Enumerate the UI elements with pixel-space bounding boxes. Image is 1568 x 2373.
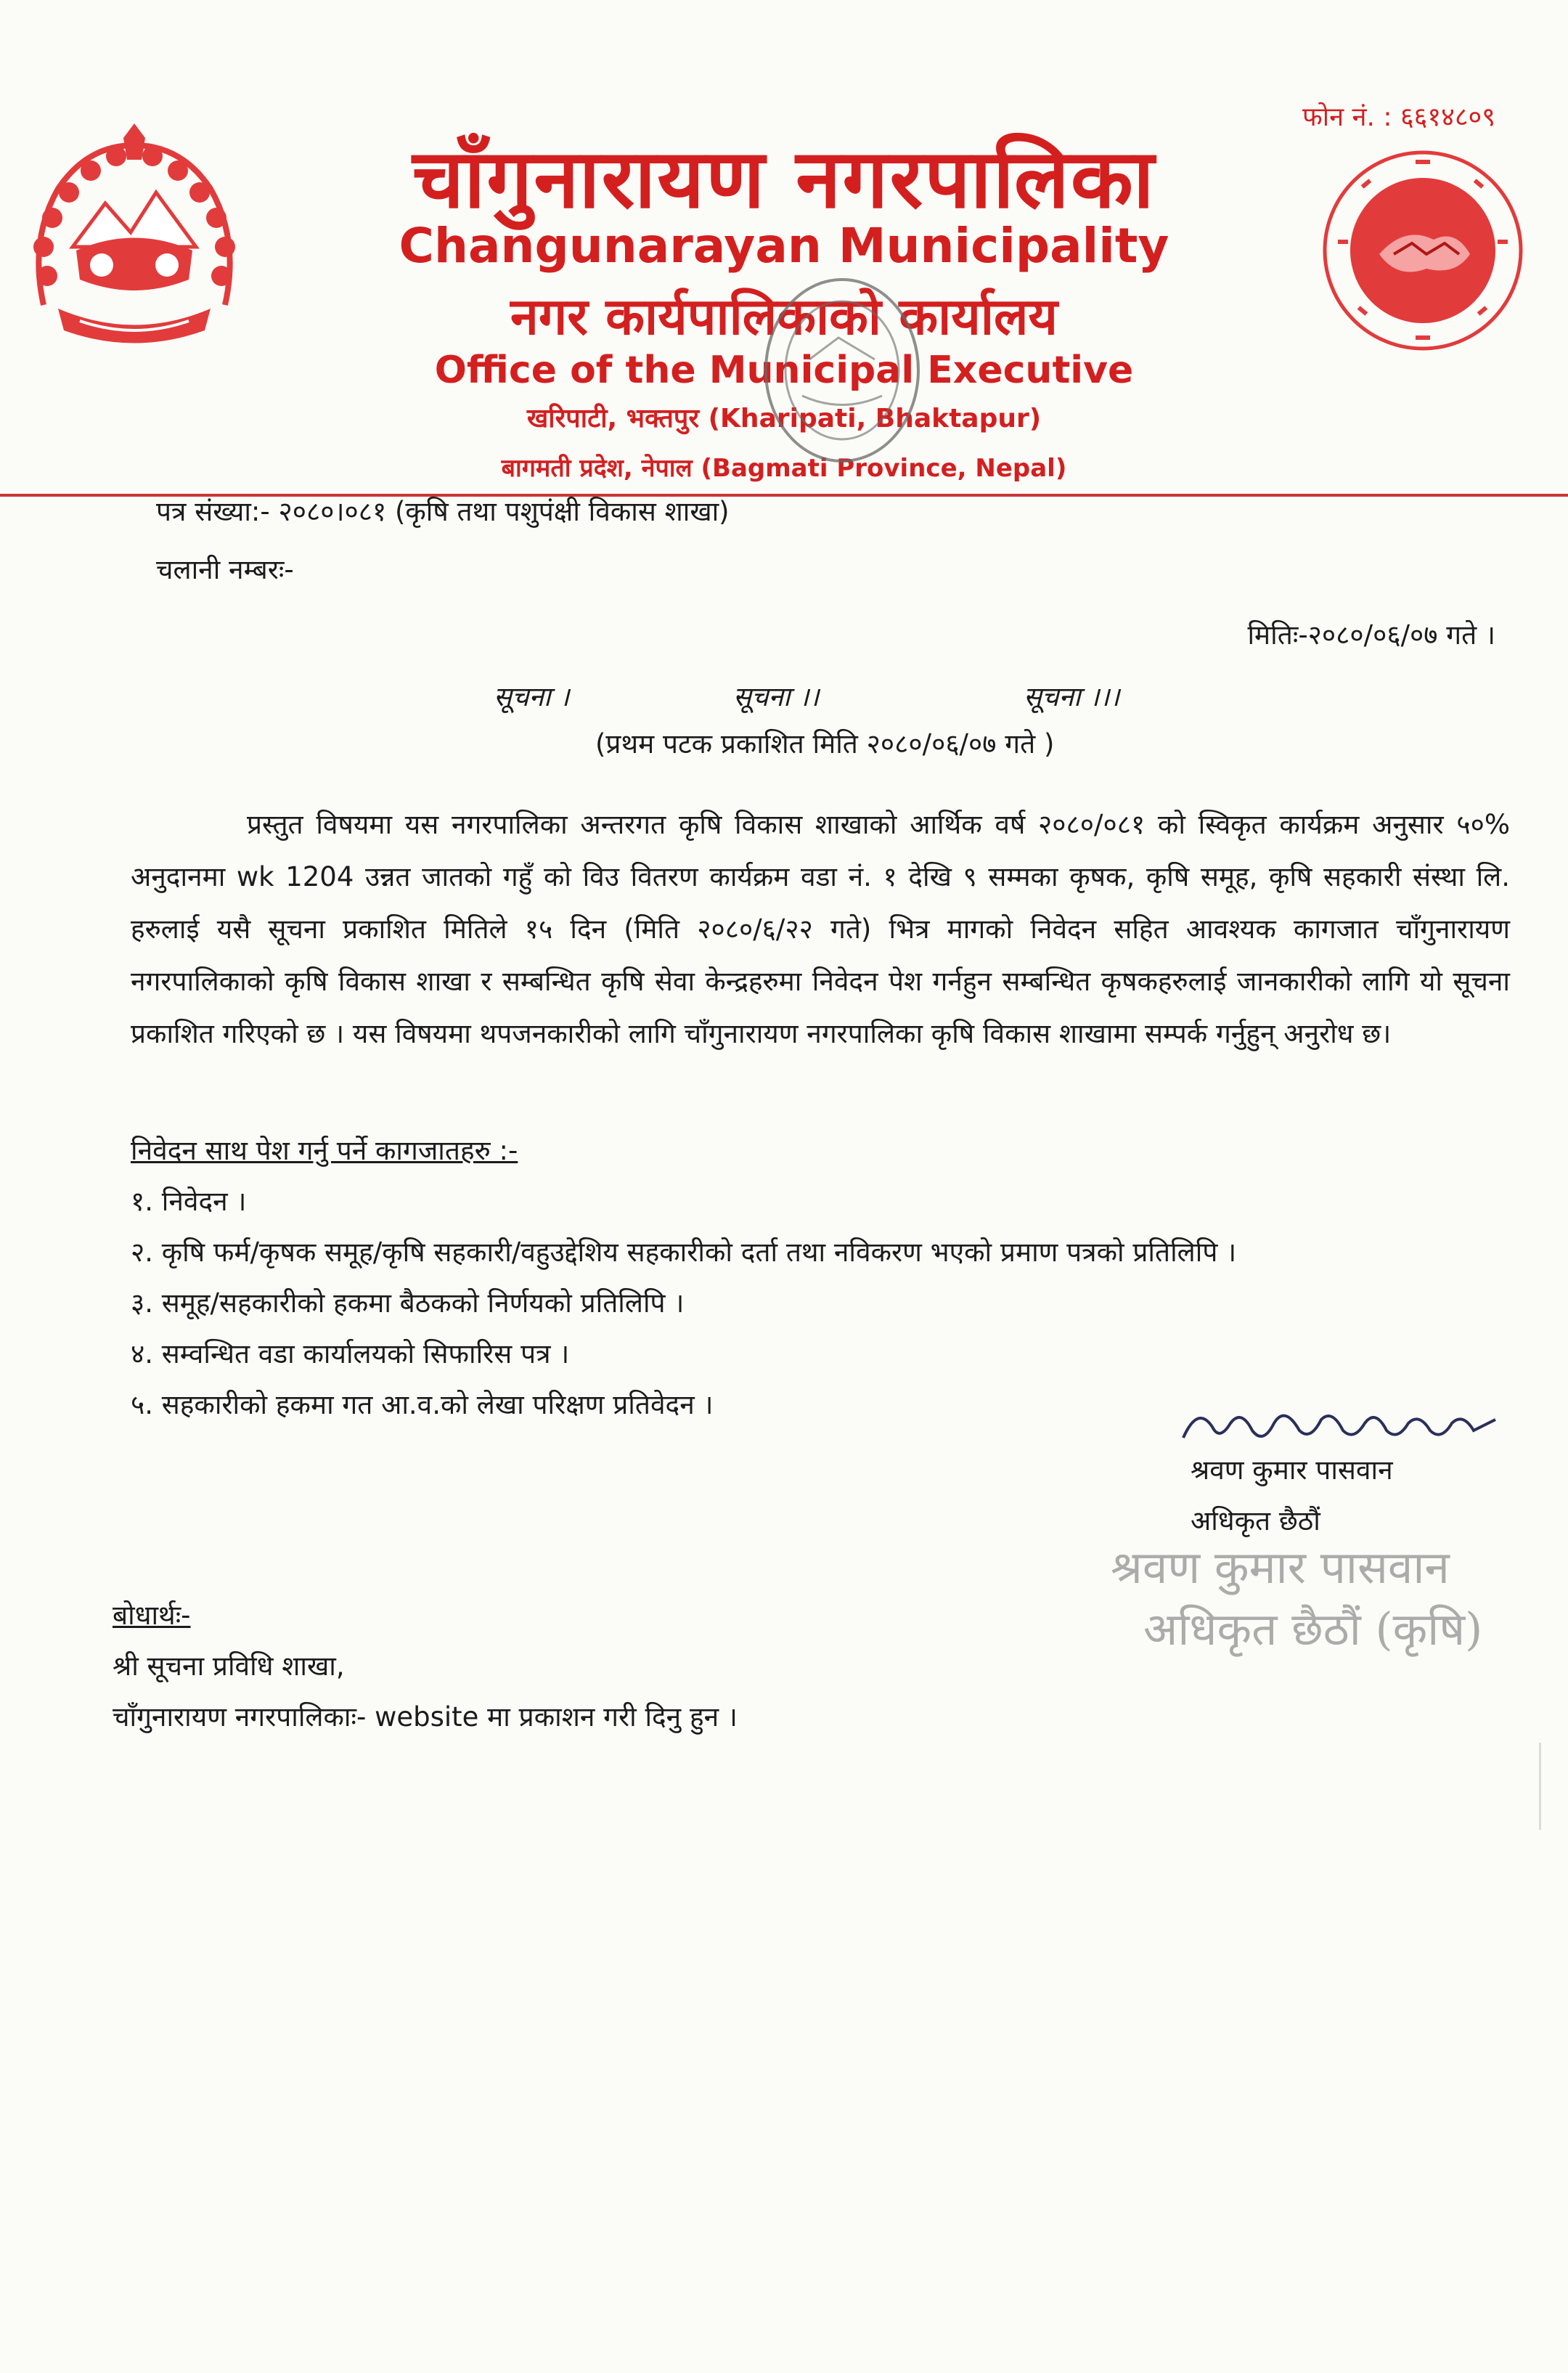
province-line: बागमती प्रदेश, नेपाल (Bagmati Province, Nepal) [501,454,1067,483]
document-item-3: ३. समूह/सहकारीको हकमा बैठकको निर्णयको प्रतिलिपि । [131,1287,685,1319]
signatory-name: श्रवण कुमार पासवान [1191,1454,1393,1486]
document-item-1: १. निवेदन । [131,1186,247,1217]
letter-number: पत्र संख्या:- २०८०।०८१ (कृषि तथा पशुपंक्षी विकास शाखा) [156,496,730,527]
office-name-nepali: नगर कार्यपालिकाको कार्यालय [510,287,1058,346]
document-item-5: ५. सहकारीको हकमा गत आ.व.को लेखा परिक्षण प्रतिवेदन । [131,1389,714,1420]
document-item-4: ४. सम्वन्धित वडा कार्यालयको सिफारिस पत्र । [131,1338,570,1369]
address-line: खरिपाटी, भक्तपुर (Kharipati, Bhaktapur) [526,404,1042,434]
office-stamp-icon [759,272,926,468]
dispatch-number: चलानी नम्बरः- [156,554,294,585]
notice-title-3: सूचना ।।। [1024,681,1120,712]
cc-heading: बोधार्थः- [113,1600,191,1631]
documents-heading: निवेदन साथ पेश गर्नु पर्ने कागजातहरु :- [131,1135,518,1166]
document-item-2: २. कृषि फर्म/कृषक समूह/कृषि सहकारी/वहुउद्देशिय सहकारीको दर्ता तथा नविकरण भएको प्रमाण पत्रको प्रतिलिपि । [131,1237,1237,1268]
stamp-title: अधिकृत छैठौं (कृषि) [1143,1603,1483,1656]
letter-date: मितिः-२०८०/०६/०७ गते । [1247,619,1495,651]
notice-title-2: सूचना ।। [733,681,820,712]
signatory-title: अधिकृत छैठौं [1191,1505,1320,1536]
cc-line-2: चाँगुनारायण नगरपालिकाः- website मा प्रकाशन गरी दिनु हुन । [113,1701,738,1733]
first-published-date: (प्रथम पटक प्रकाशित मिति २०८०/०६/०७ गते ) [595,728,1055,760]
notice-body: प्रस्तुत विषयमा यस नगरपालिका अन्तरगत कृषि विकास शाखाको आर्थिक वर्ष २०८०/०८१ को स्विकृत कार्यक्रम अनुसार ५०% अनुदानमा wk 1204 उन्नत जातको गहुँ को विउ वितरण कार्यक्रम वडा नं. १ देखि ९ सम्मका कृषक, कृषि समूह, कृषि सहकारी संस्था लि. हरुलाई यसै सूचना प्रकाशित मितिले १५ दिन (मिति २०८०/६/२२ गते) भित्र मागको निवेदन सहित आवश्यक कागजात चाँगुनारायण नगरपालिकाको कृषि विकास शाखा र सम्बन्धित कृषि सेवा केन्द्रहरुमा निवेदन पेश गर्नहुन सम्बन्धित कृषकहरुलाई जानकारीको लागि यो सूचना प्रकाशित गरिएको छ । यस विषयमा थपजनकारीको लागि चाँगुनारायण नगरपालिका कृषि विकास शाखामा सम्पर्क गर्नुहुन् अनुरोध छ। [131,809,1510,1049]
stamp-name: श्रवण कुमार पासवान [1111,1541,1450,1594]
notice-title-1: सूचना । [494,681,570,712]
phone-number: फोन नं. : ६६१४८०९ [1302,102,1495,132]
cc-line-1: श्री सूचना प्रविधि शाखा, [113,1650,345,1682]
municipality-name-english: Changunarayan Municipality [399,218,1169,274]
scan-edge-mark [1539,1743,1541,1830]
office-name-english: Office of the Municipal Executive [434,349,1134,392]
municipality-name-nepali: चाँगुनारायण नगरपालिका [412,132,1156,227]
